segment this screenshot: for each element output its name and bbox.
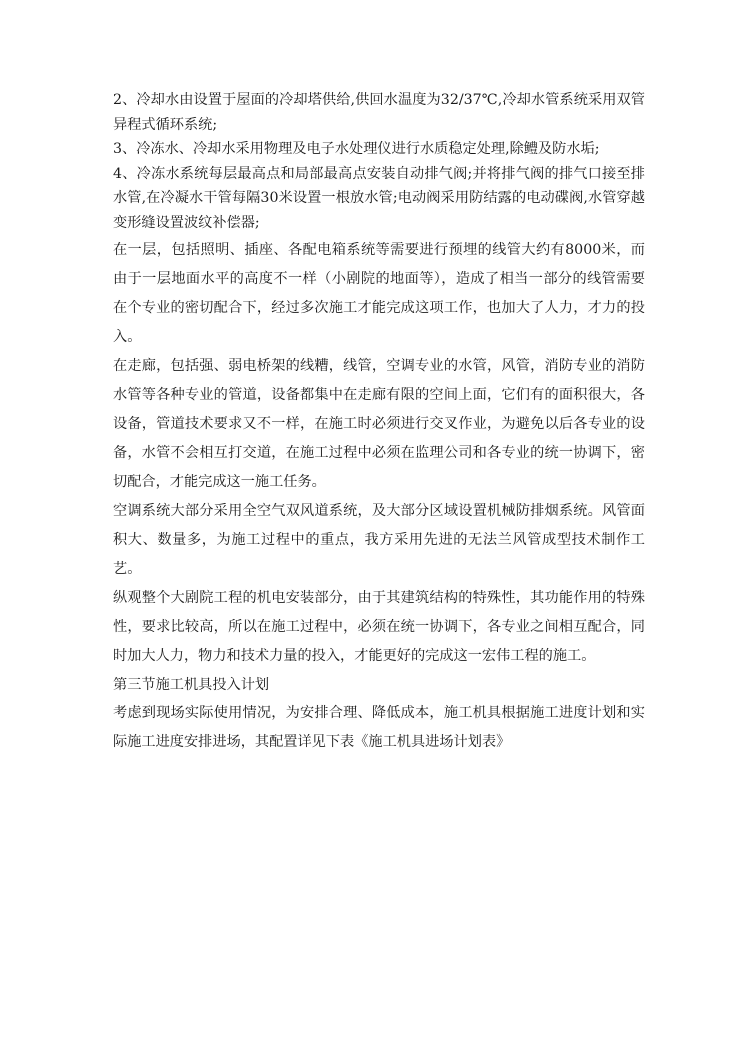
paragraph-water-treatment: 3、冷冻水、冷却水采用物理及电子水处理仪进行水质稳定处理,除鳢及防水垢; xyxy=(113,141,600,158)
document-page xyxy=(113,88,645,757)
paragraph-machinery-plan: 考虑到现场实际使用情况，为安排合理、降低成本，施工机具根据施工进度计划和实际施工进度安排进场，其配置详见下表《施工机具进场计划表》 xyxy=(113,704,645,750)
paragraph-air-conditioning: 空调系统大部分采用全空气双风道系统，及大部分区域设置机械防排烟系统。风管面积大、数量多，为施工过程中的重点，我方采用先进的无法兰风管成型技术制作工艺。 xyxy=(113,502,645,577)
paragraph-overview: 纵观整个大剧院工程的机电安装部分，由于其建筑结构的特殊性，其功能作用的特殊性，要求比较高，所以在施工过程中，必须在统一协调下，各专业之间相互配合，同时加大人力，物力和技术力量的投入，才能更好的完成这一宏伟工程的施工。 xyxy=(113,589,645,664)
paragraph-cooling-water: 2、冷却水由设置于屋面的冷却塔供给,供回水温度为32/37℃,冷却水管系统采用双管异程式循环系统; xyxy=(113,92,645,133)
paragraph-corridor-pipes: 在走廊，包括强、弱电桥架的线糟，线管，空调专业的水管，风管，消防专业的消防水管等各种专业的管道，设备都集中在走廊有限的空间上面，它们有的面积很大，各设备，管道技术要求又不一样，在施工时必须进行交叉作业，为避免以后各专业的设备，水管不会相互打交道，在施工过程中必须在监理公司和各专业的统一协调下，密切配合，才能完成这一施工任务。 xyxy=(113,357,645,490)
paragraph-first-floor-conduit: 在一层，包括照明、插座、各配电箱系统等需要进行预埋的线管大约有8000米，而由于一层地面水平的高度不一样（小剧院的地面等），造成了相当一部分的线管需要在个专业的密切配合下，经过多次施工才能完成这项工作，也加大了人力，才力的投入。 xyxy=(113,241,645,345)
section-heading: 第三节施工机具投入计划 xyxy=(113,676,270,693)
paragraph-exhaust-valve: 4、冷冻水系统每层最高点和局部最高点安装自动排气阀;并将排气阀的排气口接至排水管,在冷凝水干管每隔30米设置一根放水管;电动阀采用防结露的电动碟阀,水管穿越变形缝设置波纹补偿器; xyxy=(113,165,645,231)
